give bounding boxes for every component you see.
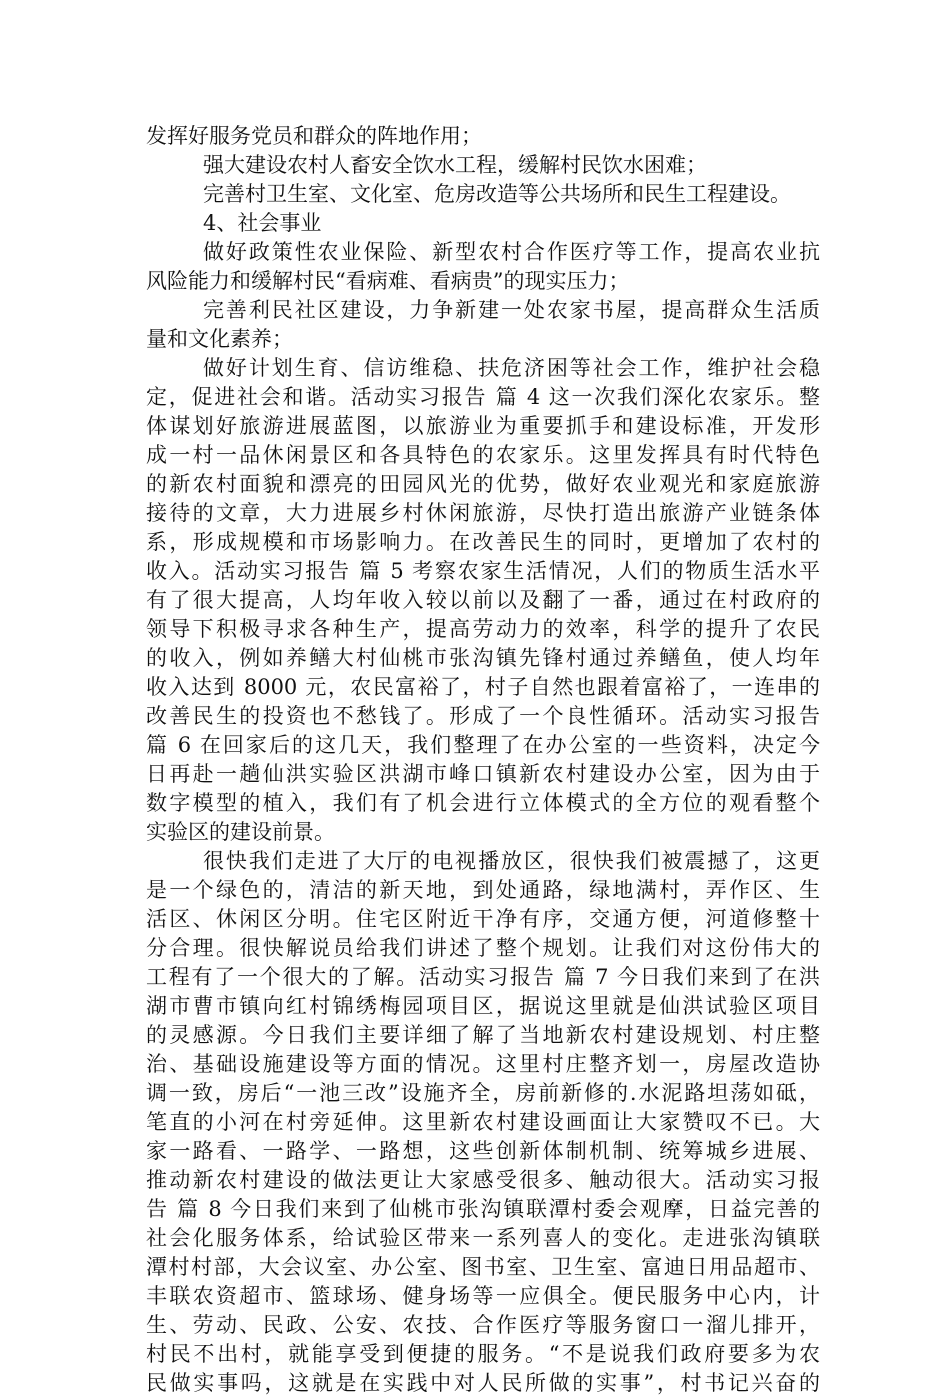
text-line: 调一致，房后“一池三改”设施齐全，房前新修的.水泥路坦荡如砥， xyxy=(146,1081,820,1105)
text-line: 是一个绿色的，清洁的新天地，到处通路，绿地满村，弄作区、生 xyxy=(146,878,820,902)
text-line: 改善民生的投资也不愁钱了。形成了一个良性循环。活动实习报告 xyxy=(146,704,820,728)
text-line: 治、基础设施建设等方面的情况。这里村庄整齐划一，房屋改造协 xyxy=(146,1052,820,1076)
text-line: 工程有了一个很大的了解。活动实习报告 篇 7 今日我们来到了在洪 xyxy=(146,965,820,989)
text-line: 4、社会事业 xyxy=(203,211,322,235)
text-line: 体谋划好旅游进展蓝图，以旅游业为重要抓手和建设标准，开发形 xyxy=(146,414,820,438)
text-line: 生、劳动、民政、公安、农技、合作医疗等服务窗口一溜儿排开， xyxy=(146,1313,820,1337)
text-line: 做好政策性农业保险、新型农村合作医疗等工作，提高农业抗 xyxy=(203,240,820,264)
text-line: 的收入，例如养鳝大村仙桃市张沟镇先锋村通过养鳝鱼，使人均年 xyxy=(146,646,820,670)
text-line: 村民不出村，就能享受到便捷的服务。“不是说我们政府要多为农 xyxy=(146,1342,820,1366)
text-line: 量和文化素养； xyxy=(146,327,293,351)
text-line: 接待的文章，大力进展乡村休闲旅游，尽快打造出旅游产业链条体 xyxy=(146,501,820,525)
text-line: 定，促进社会和谐。活动实习报告 篇 4 这一次我们深化农家乐。整 xyxy=(146,385,820,409)
text-line: 收入达到 8000 元，农民富裕了，村子自然也跟着富裕了，一连串的 xyxy=(146,675,820,699)
text-line: 收入。活动实习报告 篇 5 考察农家生活情况，人们的物质生活水平 xyxy=(146,559,820,583)
text-line: 的新农村面貌和漂亮的田园风光的优势，做好农业观光和家庭旅游 xyxy=(146,472,820,496)
text-line: 系，形成规模和市场影响力。在改善民生的同时，更增加了农村的 xyxy=(146,530,820,554)
text-line: 实验区的建设前景。 xyxy=(146,820,335,844)
text-line: 推动新农村建设的做法更让大家感受很多、触动很大。活动实习报 xyxy=(146,1168,820,1192)
text-line: 很快我们走进了大厅的电视播放区，很快我们被震撼了，这更 xyxy=(203,849,820,873)
text-line: 风险能力和缓解村民“看病难、看病贵”的现实压力； xyxy=(146,269,630,293)
text-line: 潭村村部，大会议室、办公室、图书室、卫生室、富迪日用品超市、 xyxy=(146,1255,820,1279)
text-line: 成一村一品休闲景区和各具特色的农家乐。这里发挥具有时代特色 xyxy=(146,443,820,467)
text-line: 日再赴一趟仙洪实验区洪湖市峰口镇新农村建设办公室，因为由于 xyxy=(146,762,820,786)
text-line: 完善利民社区建设，力争新建一处农家书屋，提高群众生活质 xyxy=(203,298,820,322)
text-line: 丰联农资超市、篮球场、健身场等一应俱全。便民服务中心内，计 xyxy=(146,1284,820,1308)
text-line: 发挥好服务党员和群众的阵地作用； xyxy=(146,124,482,148)
text-line: 笔直的小河在村旁延伸。这里新农村建设画面让大家赞叹不已。大 xyxy=(146,1110,820,1134)
text-line: 数字模型的植入，我们有了机会进行立体模式的全方位的观看整个 xyxy=(146,791,820,815)
text-line: 有了很大提高，人均年收入较以前以及翻了一番，通过在村政府的 xyxy=(146,588,820,612)
body-text xyxy=(146,122,820,1398)
text-line: 做好计划生育、信访维稳、扶危济困等社会工作，维护社会稳 xyxy=(203,356,820,380)
text-line: 民做实事吗，这就是在实践中对人民所做的实事”，村书记兴奋的 xyxy=(146,1371,820,1395)
text-line: 篇 6 在回家后的这几天，我们整理了在办公室的一些资料，决定今 xyxy=(146,733,820,757)
text-line: 湖市曹市镇向红村锦绣梅园项目区，据说这里就是仙洪试验区项目 xyxy=(146,994,820,1018)
text-line: 活区、休闲区分明。住宅区附近干净有序，交通方便，河道修整十 xyxy=(146,907,820,931)
text-line: 告 篇 8 今日我们来到了仙桃市张沟镇联潭村委会观摩，日益完善的 xyxy=(146,1197,820,1221)
text-line: 社会化服务体系，给试验区带来一系列喜人的变化。走进张沟镇联 xyxy=(146,1226,820,1250)
text-line: 的灵感源。今日我们主要详细了解了当地新农村建设规划、村庄整 xyxy=(146,1023,820,1047)
text-line: 家一路看、一路学、一路想，这些创新体制机制、统筹城乡进展、 xyxy=(146,1139,820,1163)
text-line: 分合理。很快解说员给我们讲述了整个规划。让我们对这份伟大的 xyxy=(146,936,820,960)
text-line: 完善村卫生室、文化室、危房改造等公共场所和民生工程建设。 xyxy=(203,182,791,206)
text-line: 强大建设农村人畜安全饮水工程，缓解村民饮水困难； xyxy=(203,153,707,177)
text-line: 领导下积极寻求各种生产，提高劳动力的效率，科学的提升了农民 xyxy=(146,617,820,641)
